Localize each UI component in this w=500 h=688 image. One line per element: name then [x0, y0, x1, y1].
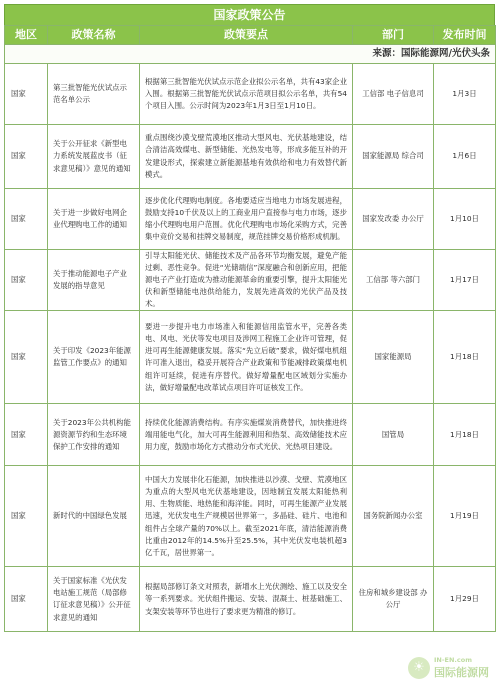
cell-policy-points: 重点围绕沙漠戈壁荒漠地区推动大型风电、光伏基地建设，结合清洁高效煤电、新型储能、光热发电等，形成多能互补的开发建设形式，探索建立新能源基地有效供给和电力有效替代新模式。: [140, 125, 353, 189]
table-row: [5, 125, 496, 189]
cell-release-date: 1月17日: [434, 250, 496, 311]
cell-region: 国家: [5, 567, 48, 632]
table-row: [5, 311, 496, 404]
cell-region: 国家: [5, 64, 48, 125]
source-row: [5, 45, 496, 64]
cell-policy-name: 新时代的中国绿色发展: [48, 466, 140, 567]
cell-region: 国家: [5, 466, 48, 567]
cell-department: 国家能源局 综合司: [353, 125, 434, 189]
policy-announcement-page: [4, 4, 495, 632]
cell-region: 国家: [5, 125, 48, 189]
header-policy-name: 政策名称: [48, 26, 140, 45]
cell-policy-name: 关于国家标准《光伏发电站施工规范（局部修订征求意见稿）》公开征求意见的通知: [48, 567, 140, 632]
source-note: 来源：国际能源网/光伏头条: [5, 45, 496, 64]
cell-policy-points: 逐步优化代理购电制度。各地要适应当地电力市场发展进程，鼓励支持10千伏及以上的工商业用户直接参与电力市场，逐步缩小代理购电用户范围。优化代理购电市场化采购方式，完善集中竞价交易和挂牌交易制度，规范挂牌交易价格形成机制。: [140, 189, 353, 250]
cell-policy-points: 引导太阳能光伏、储能技术及产品各环节均衡发展，避免产能过剩、恶性竞争。促进“光储端信”深度融合和创新应用，把能源电子产业打造成为推动能源革命的重要引擎，提升太阳能光伏和新型储能电池供给能力，发展先进高效的光伏产品及技术。: [140, 250, 353, 311]
cell-department: 国管局: [353, 404, 434, 466]
watermark-logo: [408, 651, 494, 685]
header-policy-points: 政策要点: [140, 26, 353, 45]
cell-policy-name: 关于2023年公共机构能源资源节约和生态环境保护工作安排的通知: [48, 404, 140, 466]
cell-policy-name: 关于推动能源电子产业发展的指导意见: [48, 250, 140, 311]
cell-release-date: 1月18日: [434, 404, 496, 466]
cell-policy-name: 关于公开征求《新型电力系统发展蓝皮书（征求意见稿）》意见的通知: [48, 125, 140, 189]
table-header-row: [5, 26, 496, 45]
cell-release-date: 1月29日: [434, 567, 496, 632]
cell-department: 国务院新闻办公室: [353, 466, 434, 567]
cell-release-date: 1月6日: [434, 125, 496, 189]
cell-release-date: 1月19日: [434, 466, 496, 567]
header-department: 部门: [353, 26, 434, 45]
table-row: [5, 189, 496, 250]
cell-policy-points: 根据局部修订条文对照表，新增水上光伏测绘、施工以及安全等一系列要求。光伏组件搬运、安装、混凝土、桩基础施工、支架安装等环节也进行了要求更为精准的修订。: [140, 567, 353, 632]
header-release-date: 发布时间: [434, 26, 496, 45]
policy-table: [4, 25, 496, 632]
page-title: 国家政策公告: [4, 4, 495, 25]
table-row: [5, 567, 496, 632]
table-row: [5, 404, 496, 466]
cell-region: 国家: [5, 311, 48, 404]
cell-region: 国家: [5, 250, 48, 311]
cell-department: 国家能源局: [353, 311, 434, 404]
watermark-text: [434, 656, 489, 680]
watermark-cn: 国际能源网: [434, 666, 489, 679]
table-row: [5, 64, 496, 125]
cell-policy-points: 持续优化能源消费结构。有序实施煤炭消费替代，加快推进终端用能电气化，加大可再生能源利用和热泵、高效储能技术应用力度，鼓励市场化方式推动分布式光伏、光热项目建设。: [140, 404, 353, 466]
cell-policy-points: 根据第三批智能光伏试点示范企业拟公示名单，共有43家企业入围。根据第三批智能光伏试点示范项目拟公示名单，共有54个项目入围。公示时间为2023年1月3日至1月10日。: [140, 64, 353, 125]
header-region: 地区: [5, 26, 48, 45]
cell-department: 住房和城乡建设部 办公厅: [353, 567, 434, 632]
cell-region: 国家: [5, 189, 48, 250]
cell-department: 工信部 电子信息司: [353, 64, 434, 125]
cell-policy-name: 关于印发《2023年能源监管工作要点》的通知: [48, 311, 140, 404]
cell-region: 国家: [5, 404, 48, 466]
solar-panel-icon: ☀: [408, 657, 430, 679]
watermark-en: IN-EN.com: [434, 656, 472, 664]
table-row: [5, 466, 496, 567]
cell-release-date: 1月10日: [434, 189, 496, 250]
table-row: [5, 250, 496, 311]
cell-policy-points: 要进一步提升电力市场准入和能源信用监管水平，完善各类电、风电、光伏等发电项目及涉网工程施工企业许可管理，促进可再生能源健康发展。落实“先立后破”要求，做好煤电机组许可准入退出，稳妥开展符合产业政策和节能减排政策煤电机组许可延续，促进有序替代。做好增量配电区域划分实施办法，做好增量配电改革试点项目许可证核发工作。: [140, 311, 353, 404]
cell-policy-name: 第三批智能光伏试点示范名单公示: [48, 64, 140, 125]
cell-policy-name: 关于进一步做好电网企业代理购电工作的通知: [48, 189, 140, 250]
cell-department: 工信部 等六部门: [353, 250, 434, 311]
cell-release-date: 1月18日: [434, 311, 496, 404]
cell-department: 国家发改委 办公厅: [353, 189, 434, 250]
cell-release-date: 1月3日: [434, 64, 496, 125]
cell-policy-points: 中国大力发展非化石能源，加快推进以沙漠、戈壁、荒漠地区为重点的大型风电光伏基地建设，因地制宜发展太阳能热利用、生物质能、地热能和海洋能。同时，可再生能源产业发展迅速，光伏发电生产规模居世界第一，多晶硅、硅片、电池和组件占全球产量的70%以上。截至2021年底，清洁能源消费比重由2012年的14.5%升至25.5%，其中光伏发电装机超3亿千瓦，居世界第一。: [140, 466, 353, 567]
